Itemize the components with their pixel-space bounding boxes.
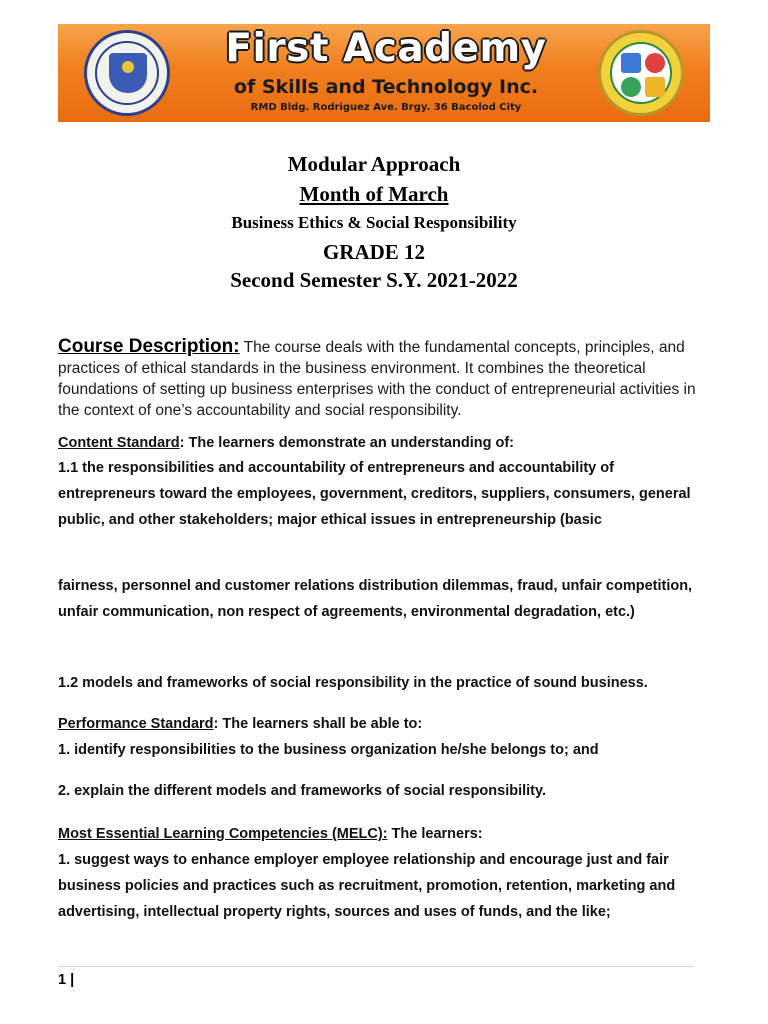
- logo-part: [645, 77, 665, 97]
- melc-heading: [58, 823, 708, 845]
- performance-standard-label: Performance Standard: [58, 716, 214, 732]
- content-standard-item: fairness, personnel and customer relations distribution dilemmas, fraud, unfair competition, unfair communication, non respect of agreements, environmental degradation, etc.): [58, 578, 693, 620]
- school-header-banner: [58, 24, 710, 122]
- logo-part: [645, 53, 665, 73]
- logo-part: [621, 77, 641, 97]
- course-description-text: The course deals with the fundamental concepts, principles, and practices of ethical standards in the business environment. It combines the theoretical foundations of setting up business enterprises with the conduct of entrepreneurial activities in the context of one’s accountability and social responsibility.: [58, 338, 696, 419]
- footer-divider: [58, 966, 694, 967]
- performance-standard-item: 2. explain the different models and frameworks of social responsibility.: [58, 783, 547, 799]
- school-address: RMD Bldg. Rodriguez Ave. Brgy. 36 Bacolod City: [250, 102, 522, 113]
- seal-shield: [109, 53, 147, 93]
- heading-subject: Business Ethics & Social Responsibility: [231, 213, 517, 232]
- heading-semester: Second Semester S.Y. 2021-2022: [230, 268, 518, 292]
- performance-standard-heading: [58, 713, 708, 735]
- melc-label: Most Essential Learning Competencies (MELC):: [58, 826, 388, 842]
- content-standard-item: 1.2 models and frameworks of social responsibility in the practice of sound business.: [58, 675, 648, 691]
- page-number: 1 |: [58, 972, 75, 988]
- heading-approach: Modular Approach: [287, 152, 461, 176]
- content-standard-heading: [58, 432, 708, 454]
- school-subtitle: of Skills and Technology Inc.: [233, 76, 539, 98]
- content-standard-label: Content Standard: [58, 435, 180, 451]
- heading-grade: GRADE 12: [322, 240, 426, 264]
- seal-sun: [122, 61, 134, 73]
- content-standard-intro: : The learners demonstrate an understanding of:: [179, 435, 514, 451]
- course-description-label: Course Description:: [58, 335, 240, 357]
- school-name: First Academy: [225, 26, 547, 71]
- melc-item: 1. suggest ways to enhance employer employee relationship and encourage just and fair business policies and practices such as recruitment, promotion, retention, marketing and advertising, intellectual property rights, sources and uses of funds, and the like;: [58, 852, 676, 920]
- performance-standard-item: 1. identify responsibilities to the business organization he/she belongs to; and: [58, 742, 599, 758]
- deped-seal-icon: [84, 30, 170, 116]
- heading-month: Month of March: [299, 182, 449, 206]
- melc-intro: The learners:: [387, 826, 483, 842]
- school-logo-icon: [598, 30, 684, 116]
- performance-standard-intro: : The learners shall be able to:: [213, 716, 423, 732]
- content-standard-item: 1.1 the responsibilities and accountability of entrepreneurs and accountability of entrepreneurs toward the employees, government, creditors, suppliers, consumers, general public, and other stakeholders; major ethical issues in entrepreneurship (basic: [58, 460, 691, 528]
- logo-part: [621, 53, 641, 73]
- course-description: [58, 336, 708, 421]
